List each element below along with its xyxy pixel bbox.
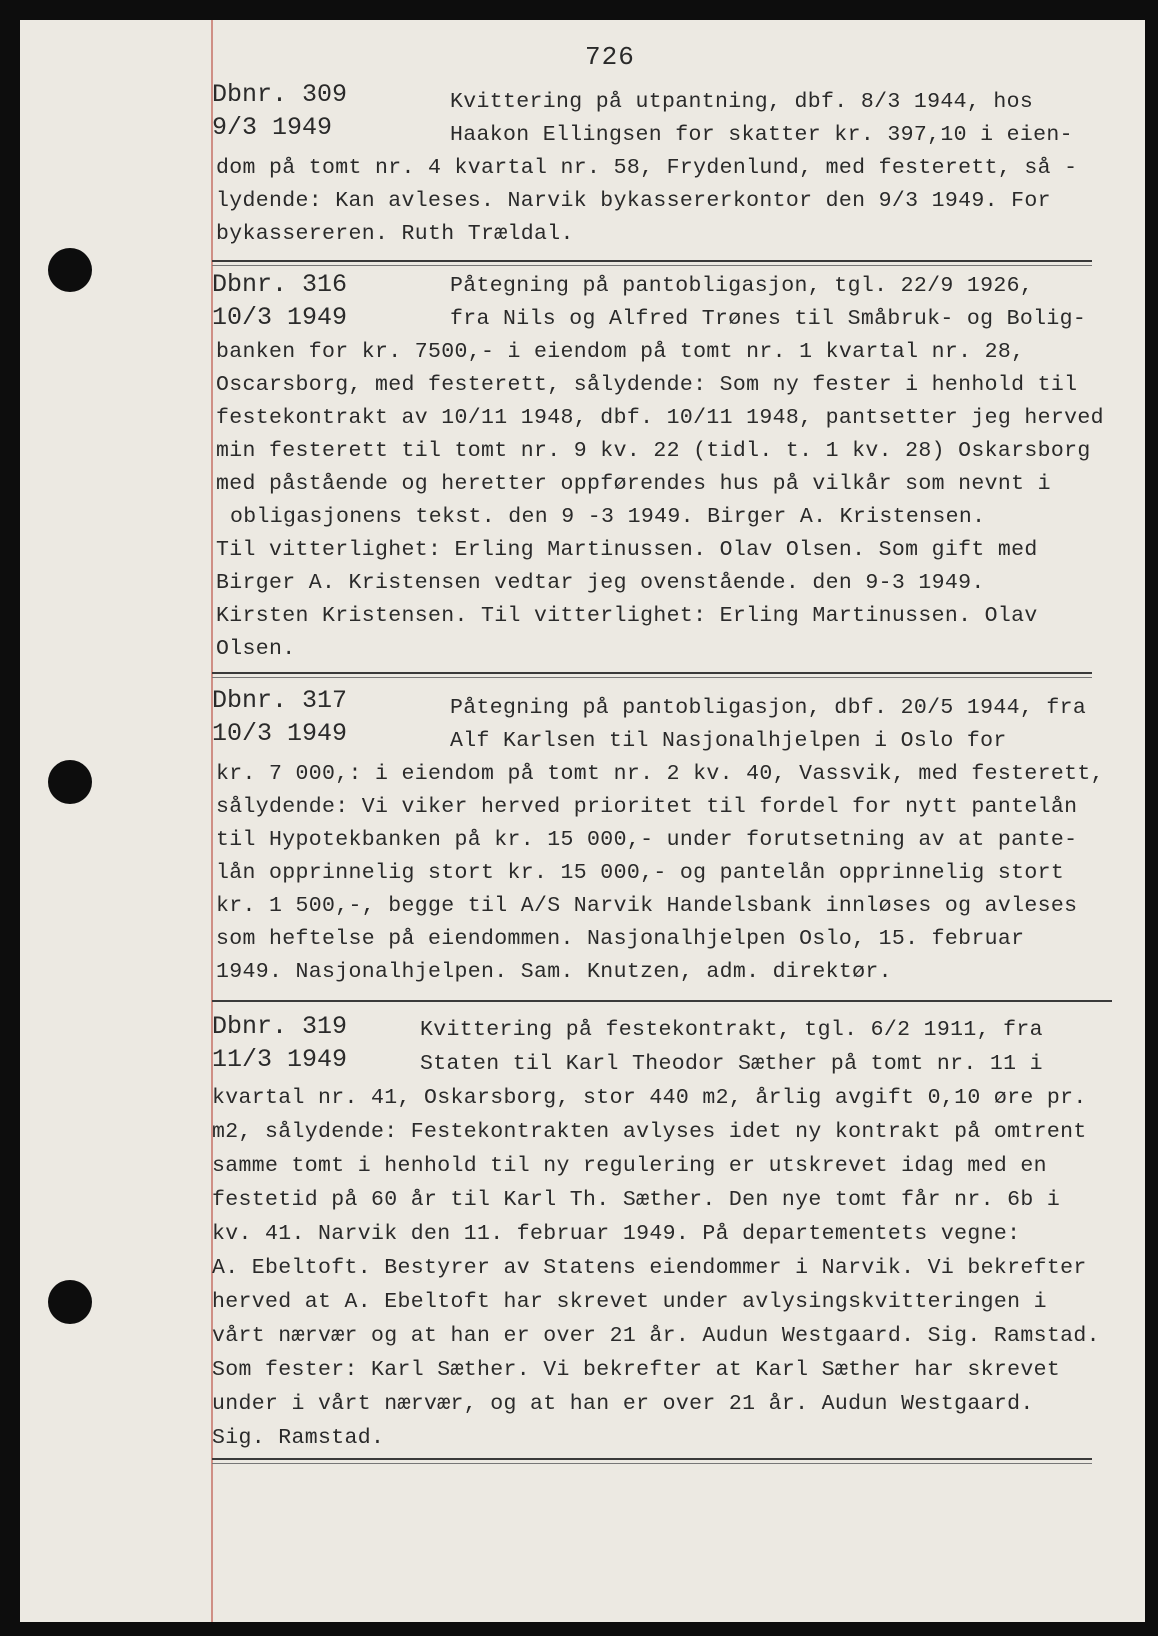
entry-meta — [212, 268, 347, 334]
entry-text-line: Til vitterlighet: Erling Martinussen. Olav Olsen. Som gift med — [216, 538, 1038, 562]
entry-text-line: Sig. Ramstad. — [212, 1426, 385, 1450]
entry-meta — [212, 78, 347, 144]
entry-text-line: samme tomt i henhold til ny regulering er utskrevet idag med en — [212, 1154, 1047, 1178]
entry-divider — [212, 1000, 1112, 1002]
entry-text-line: Haakon Ellingsen for skatter kr. 397,10 i eien- — [450, 123, 1073, 147]
ledger-page — [20, 20, 1145, 1622]
entry-text-line: A. Ebeltoft. Bestyrer av Statens eiendommer i Narvik. Vi bekrefter — [212, 1256, 1087, 1280]
entry-text-line: 1949. Nasjonalhjelpen. Sam. Knutzen, adm. direktør. — [216, 960, 892, 984]
entry-text-line: Oscarsborg, med festerett, sålydende: Som ny fester i henhold til — [216, 373, 1078, 397]
entry-text-line: lån opprinnelig stort kr. 15 000,- og pantelån opprinnelig stort — [216, 861, 1065, 885]
entry-text-line: Staten til Karl Theodor Sæther på tomt nr. 11 i — [420, 1052, 1043, 1076]
entry-text-line: Olsen. — [216, 637, 296, 661]
entry-text-line: min festerett til tomt nr. 9 kv. 22 (tidl. t. 1 kv. 28) Oskarsborg — [216, 439, 1091, 463]
entry-date: 10/3 1949 — [212, 719, 348, 748]
entry-text-line: sålydende: Vi viker herved prioritet til fordel for nytt pantelån — [216, 795, 1078, 819]
entry-dbnr: Dbnr. 309 — [212, 80, 348, 109]
binder-hole — [48, 1280, 92, 1324]
entry-meta — [212, 1010, 347, 1076]
entry-text-line: lydende: Kan avleses. Narvik bykassererkontor den 9/3 1949. For — [216, 189, 1051, 213]
entry-text-line: kv. 41. Narvik den 11. februar 1949. På departementets vegne: — [212, 1222, 1021, 1246]
entry-text-line: Kirsten Kristensen. Til vitterlighet: Erling Martinussen. Olav — [216, 604, 1038, 628]
page-number: 726 — [585, 42, 635, 72]
entry-date: 9/3 1949 — [212, 113, 333, 142]
entry-divider — [212, 672, 1092, 678]
entry-text-line: obligasjonens tekst. den 9 -3 1949. Birger A. Kristensen. — [230, 505, 986, 529]
entry-text-line: Kvittering på festekontrakt, tgl. 6/2 1911, fra — [420, 1018, 1043, 1042]
entry-text-line: bykassereren. Ruth Trældal. — [216, 222, 574, 246]
entry-divider — [212, 260, 1092, 266]
entry-text-line: til Hypotekbanken på kr. 15 000,- under forutsetning av at pante- — [216, 828, 1078, 852]
entry-text-line: festekontrakt av 10/11 1948, dbf. 10/11 1948, pantsetter jeg herved — [216, 406, 1104, 430]
entry-dbnr: Dbnr. 316 — [212, 270, 348, 299]
entry-text-line: Birger A. Kristensen vedtar jeg ovenstående. den 9-3 1949. — [216, 571, 985, 595]
entry-date: 10/3 1949 — [212, 303, 348, 332]
entry-text-line: med påstående og heretter oppførendes hus på vilkår som nevnt i — [216, 472, 1051, 496]
entry-text-line: dom på tomt nr. 4 kvartal nr. 58, Frydenlund, med festerett, så - — [216, 156, 1078, 180]
entry-divider — [212, 1458, 1092, 1464]
entry-dbnr: Dbnr. 317 — [212, 686, 348, 715]
entry-text-line: under i vårt nærvær, og at han er over 21 år. Audun Westgaard. — [212, 1392, 1034, 1416]
binder-hole — [48, 760, 92, 804]
entry-text-line: som heftelse på eiendommen. Nasjonalhjelpen Oslo, 15. februar — [216, 927, 1025, 951]
entry-text-line: kr. 1 500,-, begge til A/S Narvik Handelsbank innløses og avleses — [216, 894, 1078, 918]
entry-text-line: Alf Karlsen til Nasjonalhjelpen i Oslo for — [450, 729, 1007, 753]
entry-text-line: banken for kr. 7500,- i eiendom på tomt nr. 1 kvartal nr. 28, — [216, 340, 1025, 364]
entry-text-line: kr. 7 000,: i eiendom på tomt nr. 2 kv. 40, Vassvik, med festerett, — [216, 762, 1104, 786]
entry-date: 11/3 1949 — [212, 1045, 348, 1074]
binder-hole — [48, 248, 92, 292]
entry-text-line: Som fester: Karl Sæther. Vi bekrefter at Karl Sæther har skrevet — [212, 1358, 1061, 1382]
entry-meta — [212, 684, 347, 750]
entry-text-line: Påtegning på pantobligasjon, tgl. 22/9 1926, — [450, 274, 1034, 298]
entry-text-line: vårt nærvær og at han er over 21 år. Audun Westgaard. Sig. Ramstad. — [212, 1324, 1100, 1348]
entry-text-line: fra Nils og Alfred Trønes til Småbruk- og Bolig- — [450, 307, 1087, 331]
entry-text-line: festetid på 60 år til Karl Th. Sæther. Den nye tomt får nr. 6b i — [212, 1188, 1061, 1212]
entry-text-line: herved at A. Ebeltoft har skrevet under avlysingskvitteringen i — [212, 1290, 1047, 1314]
entry-text-line: kvartal nr. 41, Oskarsborg, stor 440 m2, årlig avgift 0,10 øre pr. — [212, 1086, 1087, 1110]
entry-text-line: Kvittering på utpantning, dbf. 8/3 1944, hos — [450, 90, 1034, 114]
entry-dbnr: Dbnr. 319 — [212, 1012, 348, 1041]
entry-text-line: Påtegning på pantobligasjon, dbf. 20/5 1944, fra — [450, 696, 1087, 720]
entry-text-line: m2, sålydende: Festekontrakten avlyses idet ny kontrakt på omtrent — [212, 1120, 1087, 1144]
